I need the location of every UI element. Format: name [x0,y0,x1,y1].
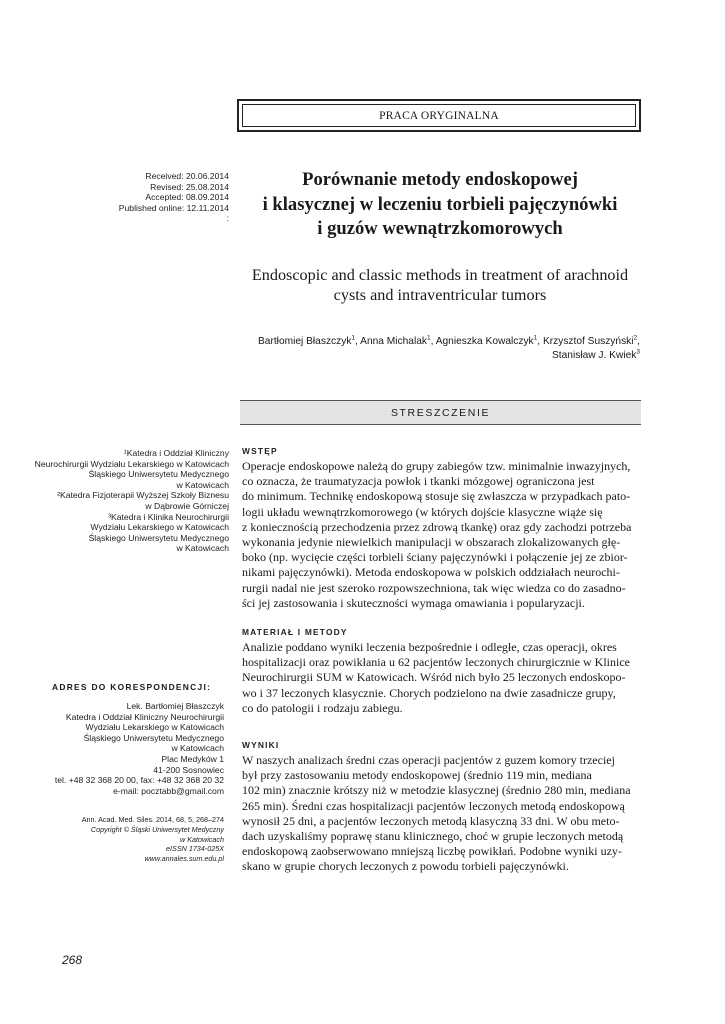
affiliation-line: w Katowicach [176,543,229,554]
journal-eissn: eISSN 1734-025X [166,844,224,854]
author-name: , Krzysztof Suszyński [537,336,634,347]
article-type-box [237,99,641,132]
title-pl-line-3: i guzów wewnątrzkomorowych [317,218,563,239]
address-line: Śląskiego Uniwersytetu Medycznego [83,732,224,743]
text-line: logii układu wewnątrzkomorowego (w których dojście klasyczne wiąże się [242,504,603,519]
title-english [240,265,640,305]
section-body-results [242,753,639,875]
affiliation-line: Wydziału Lekarskiego w Katowicach [90,522,229,533]
title-pl-line-1: Porównanie metody endoskopowej [302,169,578,190]
text-line: skano w grupie chorych leczonych z powodu torbieli pajęczynówki. [242,859,569,874]
author-name: Bartłomiej Błaszczyk [258,336,352,347]
address-line: 41-200 Sosnowiec [153,764,224,775]
authors-line-2 [240,349,640,363]
affiliation-line: Śląskiego Uniwersytetu Medycznego [88,469,229,480]
title-en-line-1: Endoscopic and classic methods in treatment of arachnoid [251,266,629,284]
text-line: nikami pajęczynówki). Metoda endoskopowa w polskich oddziałach neurochi- [242,565,620,580]
author-affil-mark: 3 [636,348,640,356]
section-heading-results: WYNIKI [242,740,280,750]
address-line: Lek. Bartłomiej Błaszczyk [126,701,224,711]
text-line: boko (np. wycięcie części torbieli ściany pajęczynówki i połączenie jej ze zbior- [242,550,628,565]
text-line: był przy zastosowaniu metody endoskopowej (średnio 119 min, mediana [242,768,592,783]
revised-date: Revised: 25.08.2014 [150,181,229,192]
text-line: wynosił 25 dni, a pacjentów leczonych metodą klasyczną 33 dni. W obu meto- [242,813,620,828]
address-line: tel. +48 32 368 20 00, fax: +48 32 368 20 32 [54,775,224,786]
title-en-line-2: cysts and intraventricular tumors [333,286,547,304]
correspondence-heading: ADRES DO KORESPONDENCJI: [52,682,212,692]
address-line: Plac Medyków 1 [161,753,224,764]
text-line: Neurochirurgii SUM w Katowicach. Wśród nich było 25 leczonych endoskopo- [242,670,626,685]
address-line: w Katowicach [171,743,224,754]
author-affil-mark: 1 [533,334,538,342]
text-line: dach uzyskaliśmy poprawę stanu klinicznego, choć w grupie leczonych metodą [242,829,624,844]
authors-line-1 [240,335,640,349]
text-line: rurgii nadal nie jest szeroko rozpowszechniona, tak więc wiedza co do zasadno- [242,580,626,595]
author-affil-mark: 1 [426,334,431,342]
journal-copyright: Copyright © Śląski Uniwersytet Medyczny [90,824,224,834]
section-body-introduction [242,459,639,611]
text-line: 102 min) znacznie krótszy niż w metodzie klasycznej (średnio 280 min, mediana [242,783,631,798]
text-line: ści jej zastosowania i skuteczności wymaga omawiania i popularyzacji. [242,595,585,610]
email-line[interactable]: e-mail: pocztabb@gmail.com [113,785,224,796]
author-affil-mark: 1 [351,334,356,342]
text-line: z koniecznością przechodzenia przez zdrową tkankę) oraz gdy zachodzi potrzeba [242,519,632,534]
text-line: co do patologii i rodzaju zabiegu. [242,700,403,715]
section-body-methods [242,640,639,716]
title-polish [240,168,640,242]
abstract-heading-band: STRESZCZENIE [240,400,641,425]
affiliation-line: ²Katedra Fizjoterapii Wyższej Szkoły Biznesu [57,490,229,501]
author-separator: , [637,336,640,347]
journal-url[interactable]: www.annales.sum.edu.pl [144,854,224,864]
text-line: W naszych analizach średni czas operacji pacjentów z guzem komory trzeciej [242,753,615,767]
received-date: Received: 20.06.2014 [145,171,229,181]
affiliation-line: Śląskiego Uniwersytetu Medycznego [88,532,229,543]
section-heading-methods: MATERIAŁ I METODY [242,627,348,637]
affiliations [30,448,229,554]
text-line: 265 min). Średni czas hospitalizacji pacjentów leczonych metodą endoskopową [242,798,625,813]
affiliation-line: ¹Katedra i Oddział Kliniczny [123,448,229,458]
text-line: wo i 37 leczonych klasycznie. Chorych podzielono na dwie zasadnicze grupy, [242,685,616,700]
text-line: endoskopową zaobserwowano mniejszą liczbę powikłań. Podobne wyniki uzy- [242,844,622,859]
section-heading-introduction: WSTĘP [242,446,278,456]
correspondence-address [40,701,224,796]
affiliation-line: Neurochirurgii Wydziału Lekarskiego w Katowicach [34,458,229,469]
article-dates [40,171,229,224]
text-line: co oznacza, że traumatyzacja powłok i tkanki mózgowej ograniczona jest [242,474,595,489]
text-line: Operacje endoskopowe należą do grupy zabiegów tzw. minimalnie inwazyjnych, [242,459,631,473]
published-date: Published online: 12.11.2014 [118,202,229,213]
text-line: hospitalizacji oraz powikłania u 62 pacjentów leczonych chirurgicznie w Klinice [242,655,630,670]
accepted-date: Accepted: 08.09.2014 [145,192,229,203]
author-name: Stanisław J. Kwiek [552,350,637,361]
dates-extra: : [226,213,229,224]
author-affil-mark: 2 [633,334,638,342]
address-line: Katedra i Oddział Kliniczny Neurochirurgii [65,711,224,722]
address-line: Wydziału Lekarskiego w Katowicach [85,722,224,733]
affiliation-line: w Dąbrowie Górniczej [145,500,229,511]
affiliation-line: ³Katedra i Klinika Neurochirurgii [108,511,229,522]
text-line: wykonania jedynie niewielkich manipulacji w obszarach zlokalizowanych głę- [242,535,621,550]
article-type-label: PRACA ORYGINALNA [242,104,636,127]
text-line: do minimum. Technikę endoskopową stosuje się zwłaszcza w przypadkach pato- [242,489,631,504]
text-line: Analizie poddano wyniki leczenia bezpośrednie i odległe, czas operacji, okres [242,640,617,654]
journal-info [40,815,224,864]
authors [240,335,640,363]
author-name: , Anna Michalak [355,336,427,347]
author-name: , Agnieszka Kowalczyk [430,336,534,347]
journal-citation: Ann. Acad. Med. Siles. 2014, 68, 5, 268–274 [81,815,224,824]
affiliation-line: w Katowicach [176,479,229,490]
title-pl-line-2: i klasycznej w leczeniu torbieli pajęczynówki [262,193,618,215]
page-number: 268 [62,953,83,967]
journal-city: w Katowicach [180,834,224,844]
